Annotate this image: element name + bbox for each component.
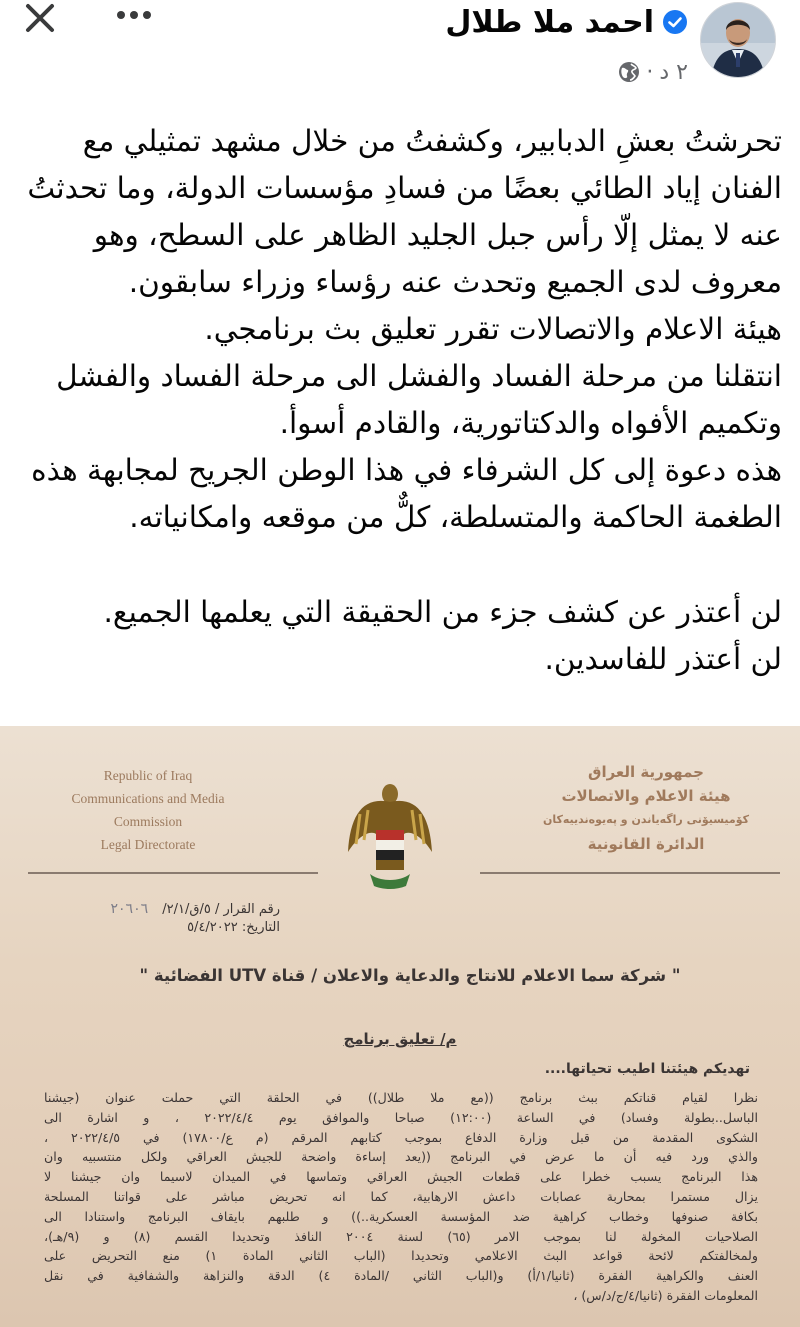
letterhead-ar-line: كۆمیسیۆنی راگەیاندن و پەیوەندییەکان: [542, 813, 750, 826]
document-body-line: بكافة صنوفها وخطاب كراهية ضد المؤسسة العسكرية..)) و طلبهم بايقاف البرنامج واستنادا الى: [44, 1208, 758, 1224]
document-body-line: هذا البرنامج يسبب خطرا على قطعات الجيش العراقي وتماسها في الميدان لاسيما وان جيشنا لا: [44, 1169, 758, 1185]
letterhead-en-line: Commission: [113, 814, 183, 829]
post-time[interactable]: ٢ د: [659, 59, 688, 85]
document-greeting: تهديكم هيئتنا اطيب تحياتها....: [544, 1061, 750, 1077]
post-line: وتكميم الأفواه والدكتاتورية، والقادم أسوأ.: [279, 406, 782, 440]
decision-reference: [111, 900, 280, 937]
post-line: هذه دعوة إلى كل الشرفاء في هذا الوطن الجريح لمجابهة هذه: [31, 453, 782, 487]
avatar-photo: [701, 3, 775, 77]
document-body-line: ولمخالفتكم لائحة قواعد البث الاعلامي وتحديدا (الباب الثاني المادة ١) منع التحريض على: [44, 1248, 758, 1264]
document-body-line: والذي ورد فيه أن ما عرض في البرنامج ((يعد إساءة واضحة للجيش العراقي ولكل منتسبيه وان: [44, 1149, 758, 1165]
close-button[interactable]: [18, 0, 62, 36]
letterhead-en-line: Communications and Media: [71, 791, 225, 806]
paragraph-gap: [40, 541, 782, 589]
globe-icon[interactable]: [618, 61, 640, 83]
document-body: [44, 1088, 758, 1306]
letterhead-ar-line: هيئة الاعلام والاتصالات: [561, 787, 731, 805]
document-body-line: الباسل..بطولة وفساد) في الساعة (١٢:٠٠) صباحا والموافق يوم ٢٠٢٢/٤/٤ ، و اشارة الى: [44, 1109, 758, 1125]
letterhead-ar-line: الدائرة القانونية: [587, 835, 705, 853]
decision-number: رقم القرار / ٥/ق/٢/١/: [162, 902, 280, 917]
letterhead-en-line: Republic of Iraq: [103, 768, 193, 783]
post-line: لن أعتذر للفاسدين.: [544, 642, 782, 676]
decision-date: التاريخ: ٥/٤/٢٠٢٢: [187, 920, 280, 935]
author-name[interactable]: احمد ملا طلال: [445, 4, 654, 40]
post-line: لن أعتذر عن كشف جزء من الحقيقة التي يعلمها الجميع.: [103, 595, 782, 629]
post-header: [0, 0, 800, 100]
post-line: عنه لا يمثل إلّا رأس جبل الجليد الظاهر على السطح، وهو: [93, 218, 782, 252]
more-options-button[interactable]: [104, 0, 164, 30]
post-line: الفنان إياد الطائي بعضًا من فسادِ مؤسسات الدولة، وما تحدثتُ: [27, 171, 782, 205]
document-body-line: يزال مستمرا بمحاربة عصابات داعش الارهابية، كما انه تحريض مباشر على قواتنا المسلحة: [44, 1188, 758, 1204]
iraq-eagle-emblem-icon: [344, 774, 436, 894]
letterhead-arabic: [536, 760, 756, 856]
document-addressee: " شركة سما الاعلام للانتاج والدعاية والاعلان / قناة UTV الفضائية ": [139, 966, 681, 985]
post-line: الطغمة الحاكمة والمتسلطة، كلٌّ من موقعه وامكانياته.: [129, 500, 782, 534]
post-line: هيئة الاعلام والاتصالات تقرر تعليق بث برنامجي.: [204, 312, 782, 346]
post-line: معروف لدى الجميع وتحدث عنه رؤساء وزراء سابقون.: [128, 265, 782, 299]
document-body-line: المعلومات الفقرة (ثانيا/٤/ج/د/س) ،: [573, 1287, 758, 1303]
document-subject: م/ تعليق برنامج: [343, 1030, 457, 1048]
author-avatar[interactable]: [700, 2, 776, 78]
meta-separator: ·: [646, 59, 654, 85]
author-name-row: [445, 2, 688, 42]
letterhead-rule: [480, 872, 780, 874]
more-horizontal-icon: [109, 8, 159, 22]
document-body-line: الشكوى المقدمة من قبل وزارة الدفاع بموجب كتابهم المرقم (م ع/١٧٨٠٠) في ٢٠٢٢/٤/٥ ،: [44, 1129, 759, 1145]
decision-handwritten-number: ٢٠٦٠٦: [110, 901, 149, 917]
close-icon: [23, 1, 57, 35]
letterhead-en-line: Legal Directorate: [100, 837, 196, 852]
verified-badge-icon: [662, 9, 688, 35]
letterhead-rule: [28, 872, 318, 874]
attached-document-photo[interactable]: [0, 726, 800, 1327]
letterhead-english: [48, 764, 248, 856]
letterhead-ar-line: جمهورية العراق: [588, 763, 704, 781]
post-message: [27, 118, 782, 683]
document-body-line: العنف والكراهية الفقرة (ثانيا/١/أ) و(الباب الثاني /المادة ٤) الدقة والنزاهة والشفافية في نقل: [44, 1268, 758, 1284]
post-line: انتقلنا من مرحلة الفساد والفشل الى مرحلة الفساد والفشل: [56, 359, 782, 393]
document-body-line: الصلاحيات المخولة لنا بموجب الامر (٦٥) لسنة ٢٠٠٤ النافذ وتحديدا القسم (٨) و (٩/هـ)،: [44, 1228, 759, 1244]
post-line: تحرشتُ بعشِ الدبابير، وكشفتُ من خلال مشهد تمثيلي مع: [82, 124, 782, 158]
post-meta: [618, 54, 688, 90]
document-body-line: نظرا لقيام قناتكم ببث برنامج ((مع ملا طلال)) في الحلقة التي حملت عنوان (جيشنا: [44, 1090, 758, 1105]
